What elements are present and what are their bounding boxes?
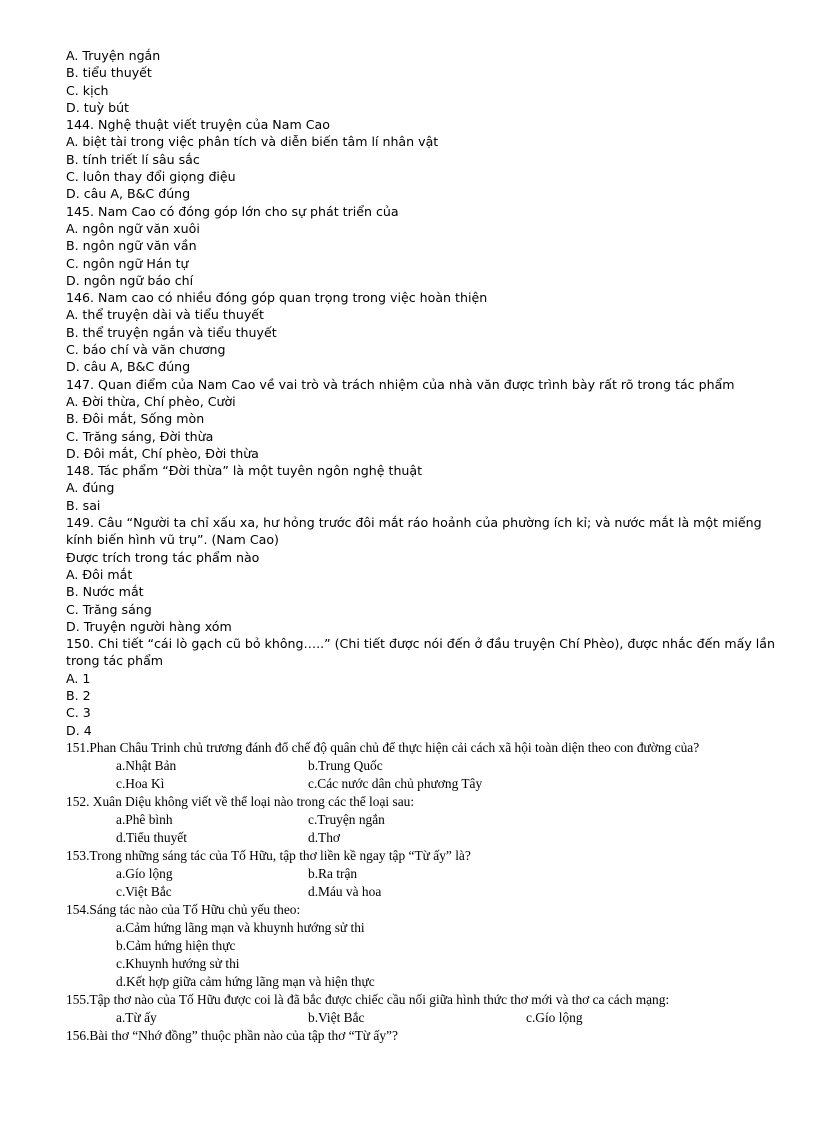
text-line: B. Nước mắt <box>66 584 144 600</box>
question-151: 151.Phan Châu Trinh chủ trương đánh đổ chế độ quân chủ để thực hiện cải cách xã hội toàn diện theo con đường của? <box>66 739 700 755</box>
text-line: C. ngôn ngữ Hán tự <box>66 255 189 271</box>
text-line: A. Đôi mắt <box>66 566 133 582</box>
question-154: 154.Sáng tác nào của Tố Hữu chủ yếu theo: <box>66 901 301 917</box>
option-item: b.Việt Bắc <box>308 1009 365 1025</box>
text-line: D. Đôi mắt, Chí phèo, Đời thừa <box>66 445 259 461</box>
text-line: A. 1 <box>66 670 91 686</box>
option-item: d.Máu và hoa <box>308 883 382 899</box>
text-line: B. 2 <box>66 687 91 703</box>
question-156: 156.Bài thơ “Nhớ đồng” thuộc phần nào của tập thơ “Từ ấy”? <box>66 1027 398 1043</box>
option-item: a.Nhật Bản <box>116 757 177 773</box>
text-line: C. báo chí và văn chương <box>66 342 226 358</box>
option-item: a.Cảm hứng lãng mạn và khuynh hướng sử thi <box>116 919 365 935</box>
text-line: B. tiểu thuyết <box>66 65 152 81</box>
text-line: C. kịch <box>66 82 109 98</box>
options-154 <box>66 919 776 991</box>
option-item: c.Gío lộng <box>526 1009 583 1025</box>
option-item: c.Việt Bắc <box>116 883 172 899</box>
option-item: c.Khuynh hướng sử thi <box>116 955 240 971</box>
question-153: 153.Trong những sáng tác của Tố Hữu, tập thơ liền kề ngay tập “Từ ấy” là? <box>66 847 471 863</box>
text-line: C. luôn thay đổi giọng điệu <box>66 169 236 185</box>
section-serif <box>66 739 776 1045</box>
text-line: D. tuỳ bút <box>66 99 129 115</box>
options-155 <box>66 1009 776 1027</box>
option-item: d.Tiểu thuyết <box>116 829 187 845</box>
question-144: 144. Nghệ thuật viết truyện của Nam Cao <box>66 117 330 133</box>
text-line: A. đúng <box>66 480 115 496</box>
text-line: B. thể truyện ngắn và tiểu thuyết <box>66 324 277 340</box>
option-item: b.Trung Quốc <box>308 757 383 773</box>
option-item: a.Gío lộng <box>116 865 173 881</box>
text-line: C. Trăng sáng <box>66 601 152 617</box>
text-line: C. 3 <box>66 705 91 721</box>
text-line: A. thể truyện dài và tiểu thuyết <box>66 307 264 323</box>
text-line: A. ngôn ngữ văn xuôi <box>66 220 200 236</box>
options-151 <box>66 757 776 793</box>
options-152 <box>66 811 776 847</box>
question-152: 152. Xuân Diệu không viết về thể loại nào trong các thể loại sau: <box>66 793 415 809</box>
text-line: D. Truyện người hàng xóm <box>66 618 232 634</box>
option-item: a.Từ ấy <box>116 1009 157 1025</box>
document-page <box>66 47 776 1045</box>
text-line: B. ngôn ngữ văn vần <box>66 238 197 254</box>
text-line: D. câu A, B&C đúng <box>66 359 191 375</box>
text-line: Được trích trong tác phẩm nào <box>66 549 260 565</box>
section-sans <box>66 47 776 739</box>
text-line: B. Đôi mắt, Sống mòn <box>66 411 205 427</box>
text-line: C. Trăng sáng, Đời thừa <box>66 428 214 444</box>
text-line: A. biệt tài trong việc phân tích và diễn biến tâm lí nhân vật <box>66 134 439 150</box>
question-149: 149. Câu “Người ta chỉ xấu xa, hư hỏng trước đôi mắt ráo hoảnh của phường ích kỉ; và nước mắt là một miếng kính biến hình vũ trụ”. (Nam Cao) <box>66 515 762 548</box>
option-item: b.Cảm hứng hiện thực <box>116 937 236 953</box>
option-item: d.Thơ <box>308 829 340 845</box>
text-line: A. Truyện ngắn <box>66 48 161 63</box>
option-item: c.Các nước dân chủ phương Tây <box>308 775 483 791</box>
question-147: 147. Quan điểm của Nam Cao về vai trò và trách nhiệm của nhà văn được trình bày rất rõ trong tác phẩm <box>66 376 735 392</box>
text-line: D. 4 <box>66 722 92 738</box>
text-line: B. tính triết lí sâu sắc <box>66 151 200 167</box>
option-item: b.Ra trận <box>308 865 358 881</box>
question-150: 150. Chi tiết “cái lò gạch cũ bỏ không…..” (Chi tiết được nói đến ở đầu truyện Chí Phèo), được nhắc đến mấy lần trong tác phẩm <box>66 636 775 669</box>
question-155: 155.Tập thơ nào của Tố Hữu được coi là đã bắc được chiếc cầu nối giữa hình thức thơ mới và thơ ca cách mạng: <box>66 991 670 1007</box>
question-145: 145. Nam Cao có đóng góp lớn cho sự phát triển của <box>66 203 399 219</box>
question-146: 146. Nam cao có nhiều đóng góp quan trọng trong việc hoàn thiện <box>66 290 488 306</box>
option-item: a.Phê bình <box>116 811 173 827</box>
text-line: A. Đời thừa, Chí phèo, Cười <box>66 393 236 409</box>
text-line: D. ngôn ngữ báo chí <box>66 272 194 288</box>
options-153 <box>66 865 776 901</box>
option-item: c.Truyện ngắn <box>308 811 385 827</box>
question-148: 148. Tác phẩm “Đời thừa” là một tuyên ngôn nghệ thuật <box>66 463 423 479</box>
option-item: c.Hoa Kì <box>116 775 165 791</box>
text-line: D. câu A, B&C đúng <box>66 186 191 202</box>
option-item: d.Kết hợp giữa cảm hứng lãng mạn và hiện thực <box>116 973 375 989</box>
text-line: B. sai <box>66 497 101 513</box>
